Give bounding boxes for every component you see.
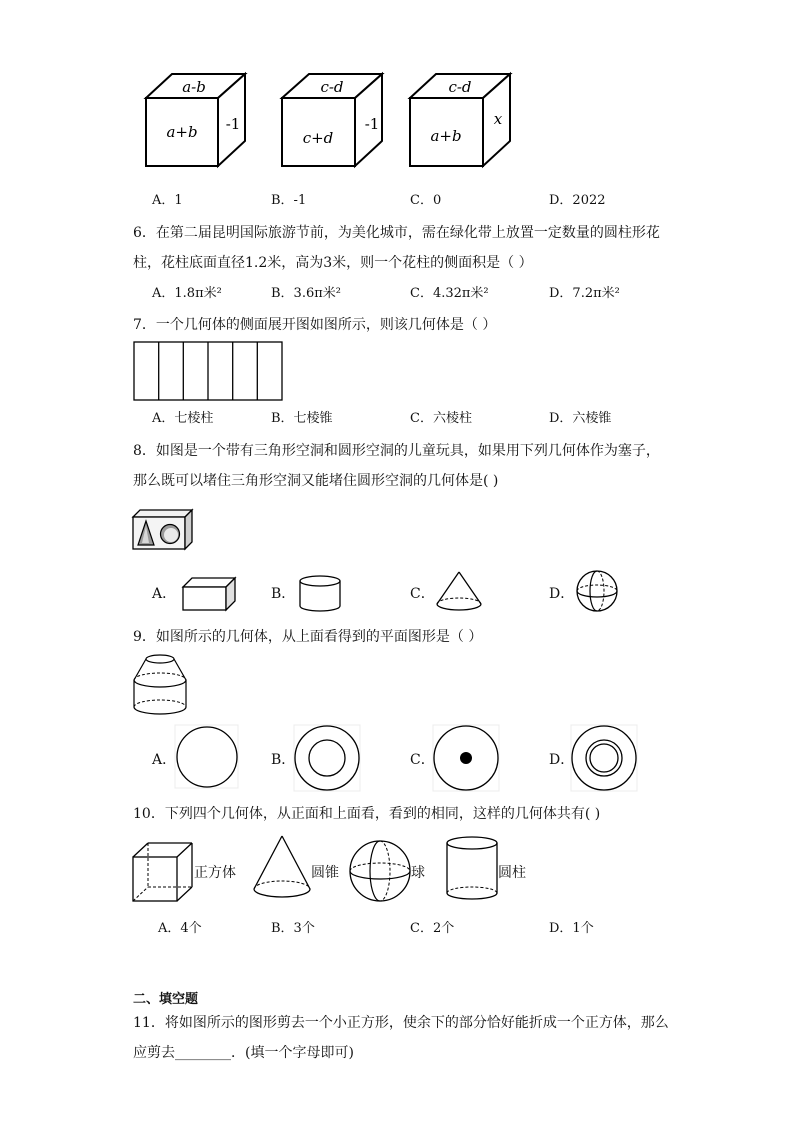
section-title: 二、填空题	[133, 992, 199, 1007]
q10-label-sphere: 球	[411, 865, 425, 881]
q5-option-d[interactable]: D．2022	[549, 193, 606, 208]
q7-option-b[interactable]: B．七棱锥	[271, 411, 333, 426]
q10-option-d[interactable]: D．1个	[549, 921, 594, 936]
cube-3-top-text: c-d	[448, 78, 472, 96]
q10-label-cube: 正方体	[194, 865, 236, 881]
q6-option-b[interactable]: B．3.6π米²	[271, 286, 341, 301]
q11-text-line1: 11．将如图所示的图形剪去一个小正方形，使余下的部分恰好能折成一个正方体，那么	[133, 1015, 669, 1031]
q10-option-b[interactable]: B．3个	[271, 921, 315, 936]
sphere-wireframe	[350, 841, 410, 901]
q11-text-line2: 应剪去________．(填一个字母即可)	[133, 1045, 354, 1061]
q8-text-line1: 8．如图是一个带有三角形空洞和圆形空洞的儿童玩具，如果用下列几何体作为塞子，	[133, 443, 660, 459]
q5-option-b[interactable]: B．-1	[271, 193, 307, 208]
q8-option-d[interactable]: D．	[549, 586, 575, 602]
cube-2-top-text: c-d	[320, 78, 344, 96]
q7-text: 7．一个几何体的侧面展开图如图所示，则该几何体是（ ）	[133, 317, 497, 333]
cube-1-top-text: a-b	[182, 78, 206, 96]
cube-1-side-text: -1	[225, 115, 241, 133]
q9-text: 9．如图所示的几何体，从上面看得到的平面图形是（ ）	[133, 629, 483, 645]
q8-option-c[interactable]: C．	[410, 586, 435, 602]
q8-text-line2: 那么既可以堵住三角形空洞又能堵住圆形空洞的几何体是( )	[133, 473, 499, 489]
q7-option-d[interactable]: D．六棱锥	[549, 411, 612, 426]
q6-option-c[interactable]: C．4.32π米²	[410, 286, 489, 301]
cube-1-front-text: a+b	[166, 123, 198, 141]
cylinder-wireframe	[447, 837, 497, 899]
q8-option-a[interactable]: A．	[152, 586, 177, 602]
q5-option-c[interactable]: C．0	[410, 193, 442, 208]
q6-option-a[interactable]: A．1.8π米²	[152, 286, 222, 301]
q9-option-a[interactable]: A．	[152, 752, 177, 768]
q10-option-c[interactable]: C．2个	[410, 921, 455, 936]
q10-option-a[interactable]: A．4个	[158, 921, 202, 936]
cube-3-side-text: x	[493, 110, 503, 128]
cube-2-side-text: -1	[364, 115, 380, 133]
q10-label-cylinder: 圆柱	[498, 865, 526, 881]
cube-3-front-text: a+b	[430, 127, 462, 145]
q8-option-b[interactable]: B．	[271, 586, 296, 602]
cube-2-front-text: c+d	[302, 129, 334, 147]
cube-wireframe	[133, 843, 192, 901]
q9-option-d[interactable]: D．	[549, 752, 575, 768]
q7-option-c[interactable]: C．六棱柱	[410, 411, 472, 426]
q6-text-line2: 柱，花柱底面直径1.2米，高为3米，则一个花柱的侧面积是（ ）	[133, 255, 533, 271]
q10-label-cone: 圆锥	[311, 865, 339, 881]
q10-text: 10．下列四个几何体，从正面和上面看，看到的相同，这样的几何体共有( )	[133, 806, 601, 822]
q9-option-b[interactable]: B．	[271, 752, 296, 768]
q7-option-a[interactable]: A．七棱柱	[152, 411, 214, 426]
cone-wireframe	[254, 836, 310, 897]
q6-text-line1: 6．在第二届昆明国际旅游节前，为美化城市，需在绿化带上放置一定数量的圆柱形花	[133, 225, 660, 241]
q9-option-c[interactable]: C．	[410, 752, 435, 768]
q5-option-a[interactable]: A．1	[152, 193, 183, 208]
q6-option-d[interactable]: D．7.2π米²	[549, 286, 620, 301]
